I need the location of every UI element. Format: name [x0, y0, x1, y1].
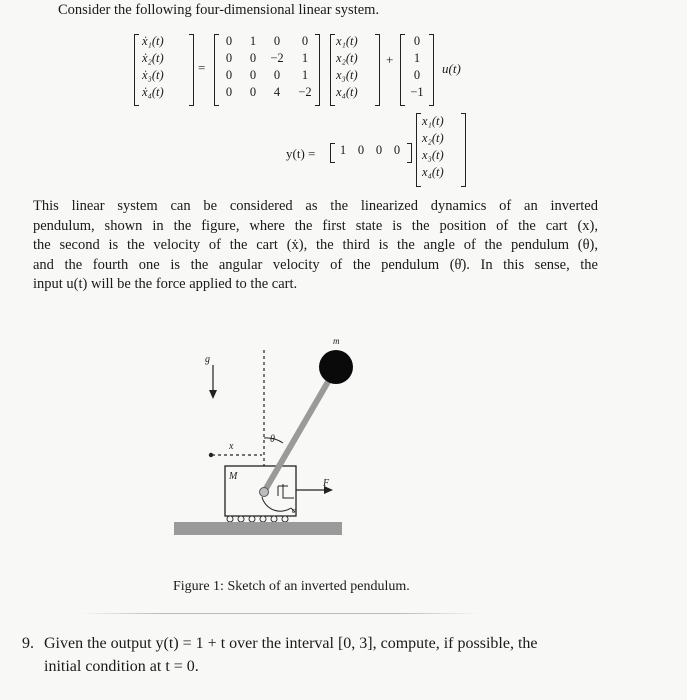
intro-text: Consider the following four-dimensional linear system. [58, 2, 380, 18]
pivot-joint [260, 488, 269, 497]
lhs-entry: ẋ₄(t) [142, 85, 164, 99]
equals-sign: = [198, 60, 206, 75]
paragraph-line: This linear system can be considered as the linearized dynamics of an inverted [33, 198, 598, 214]
g-label: g [205, 354, 210, 365]
wheel [238, 516, 244, 522]
a-entry: 0 [273, 34, 281, 48]
a-entry: 0 [273, 68, 281, 82]
question-text-line1: Given the output y(t) = 1 + t over the interval [0, 3], compute, if possible, the [44, 635, 538, 652]
paragraph-line: input u(t) will be the force applied to the cart. [33, 276, 298, 292]
x-entry: x₄(t) [336, 85, 358, 99]
ground [174, 522, 342, 535]
cart-mass-label: M [229, 471, 238, 482]
x-label: x [229, 441, 234, 452]
cart-wheels [227, 516, 288, 522]
pendulum-mass [319, 350, 353, 384]
a-entry: 0 [225, 68, 233, 82]
question-text-line2: initial condition at t = 0. [44, 658, 199, 675]
a-entry: 0 [225, 85, 233, 99]
a-entry: 0 [301, 34, 309, 48]
a-entry: 0 [249, 85, 257, 99]
x-entry: x₃(t) [422, 148, 444, 162]
x-entry: x₂(t) [336, 51, 358, 65]
a-entry: 0 [225, 51, 233, 65]
b-entry: 0 [413, 68, 421, 82]
c-entry: 0 [357, 143, 365, 157]
plus-sign: + [386, 52, 394, 67]
wheel [282, 516, 288, 522]
lhs-entry: ẋ₃(t) [142, 68, 164, 82]
a-entry: 1 [301, 68, 309, 82]
wheel [249, 516, 255, 522]
a-entry: 0 [249, 68, 257, 82]
damping-label: c [292, 506, 296, 515]
paragraph-line: the second is the velocity of the cart (ẋ), the third is the angle of the pendulum (θ), [33, 237, 598, 253]
c-entry: 0 [393, 143, 401, 157]
a-entry: −2 [298, 85, 312, 99]
x-entry: x₃(t) [336, 68, 358, 82]
x-entry: x₁(t) [422, 114, 444, 128]
a-entry: 1 [249, 34, 257, 48]
output-lhs: y(t) = [286, 146, 316, 161]
wheel [227, 516, 233, 522]
divider [80, 613, 480, 614]
pendulum-rod [264, 368, 336, 492]
gravity-arrowhead [209, 390, 217, 399]
b-entry: 1 [413, 51, 421, 65]
b-entry: 0 [413, 34, 421, 48]
a-entry: 0 [249, 51, 257, 65]
a-entry: −2 [270, 51, 284, 65]
paragraph-line: pendulum, shown in the figure, where the first state is the position of the cart (x), [33, 217, 598, 234]
paragraph-line: and the fourth one is the angular velocity of the pendulum (θ̇). In this sense, the [33, 256, 598, 273]
lhs-entry: ẋ₁(t) [142, 34, 164, 48]
input-u: u(t) [442, 61, 461, 76]
figure-caption: Figure 1: Sketch of an inverted pendulum. [173, 579, 410, 594]
a-entry: 4 [273, 85, 281, 99]
wheel [260, 516, 266, 522]
c-entry: 0 [375, 143, 383, 157]
a-entry: 0 [225, 34, 233, 48]
c-entry: 1 [339, 143, 347, 157]
x-entry: x₁(t) [336, 34, 358, 48]
theta-label: θ [270, 434, 275, 445]
force-label: F [323, 478, 330, 489]
wheel [271, 516, 277, 522]
x-reference-dot [209, 453, 213, 457]
a-entry: 1 [301, 51, 309, 65]
x-entry: x₄(t) [422, 165, 444, 179]
x-entry: x₂(t) [422, 131, 444, 145]
lhs-entry: ẋ₂(t) [142, 51, 164, 65]
b-entry: −1 [410, 85, 424, 99]
m-label: m [333, 336, 340, 346]
question-number: 9. [22, 635, 34, 652]
